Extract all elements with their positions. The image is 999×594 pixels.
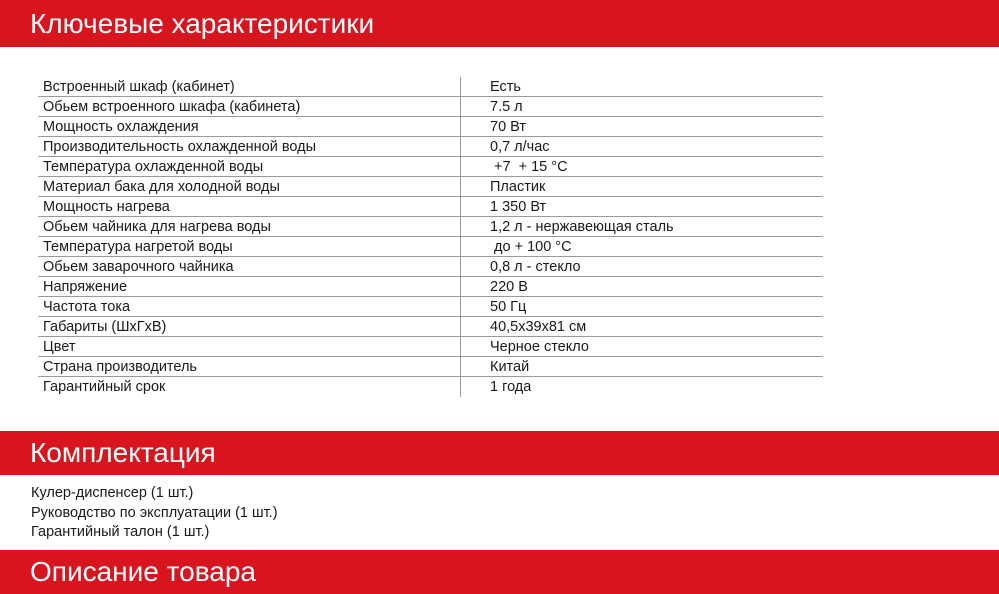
spec-value: 50 Гц [490,299,527,315]
list-item: Руководство по эксплуатации (1 шт.) [31,504,278,521]
spec-name: Встроенный шкаф (кабинет) [38,77,461,96]
table-row [38,357,823,377]
table-row [38,177,823,197]
spec-value: Есть [490,79,521,95]
spec-value: 0,8 л - стекло [490,259,581,275]
section-title: Описание товара [30,556,256,587]
table-row [38,297,823,317]
table-row [38,217,823,237]
list-item: Кулер-диспенсер (1 шт.) [31,485,194,501]
spec-name: Температура охлажденной воды [38,157,461,176]
spec-value: +7 + 15 °С [490,159,568,175]
spec-name: Производительность охлажденной воды [38,137,461,156]
table-row [38,137,823,157]
table-row [38,277,823,297]
table-row [38,237,823,257]
table-row [38,377,823,397]
spec-name: Обьем заварочного чайника [38,257,461,276]
section-banner-description [0,550,999,594]
table-row [38,117,823,137]
section-banner-specs [0,0,999,47]
spec-value: 220 В [490,279,528,295]
spec-name: Обьем чайника для нагрева воды [38,217,461,236]
table-row [38,337,823,357]
spec-value: 1 года [490,379,532,395]
spec-name: Мощность нагрева [38,197,461,216]
list-item: Гарантийный талон (1 шт.) [31,524,210,540]
spec-name: Материал бака для холодной воды [38,177,461,196]
kit-list [31,484,278,543]
spec-name: Гарантийный срок [38,377,461,397]
spec-value: Китай [490,359,530,375]
section-title: Ключевые характеристики [30,7,375,39]
spec-name: Температура нагретой воды [38,237,461,256]
section-banner-kit [0,431,999,475]
spec-name: Страна производитель [38,357,461,376]
specs-table [38,77,823,397]
spec-value: 40,5х39х81 см [490,319,587,335]
table-row [38,197,823,217]
spec-value: 1,2 л - нержавеющая сталь [490,219,674,235]
spec-value: 70 Вт [490,119,526,135]
spec-name: Цвет [38,337,461,356]
spec-name: Напряжение [38,277,461,296]
table-row [38,97,823,117]
spec-value: 1 350 Вт [490,199,547,215]
spec-value: Черное стекло [490,339,589,355]
table-row [38,77,823,97]
spec-value: 7.5 л [490,99,523,115]
spec-name: Мощность охлаждения [38,117,461,136]
spec-value: до + 100 °С [490,239,572,255]
spec-name: Габариты (ШхГхВ) [38,317,461,336]
section-title: Комплектация [30,437,216,468]
spec-name: Обьем встроенного шкафа (кабинета) [38,97,461,116]
table-row [38,257,823,277]
spec-name: Частота тока [38,297,461,316]
spec-value: Пластик [490,179,546,195]
table-row [38,317,823,337]
spec-value: 0,7 л/час [490,139,550,155]
table-row [38,157,823,177]
